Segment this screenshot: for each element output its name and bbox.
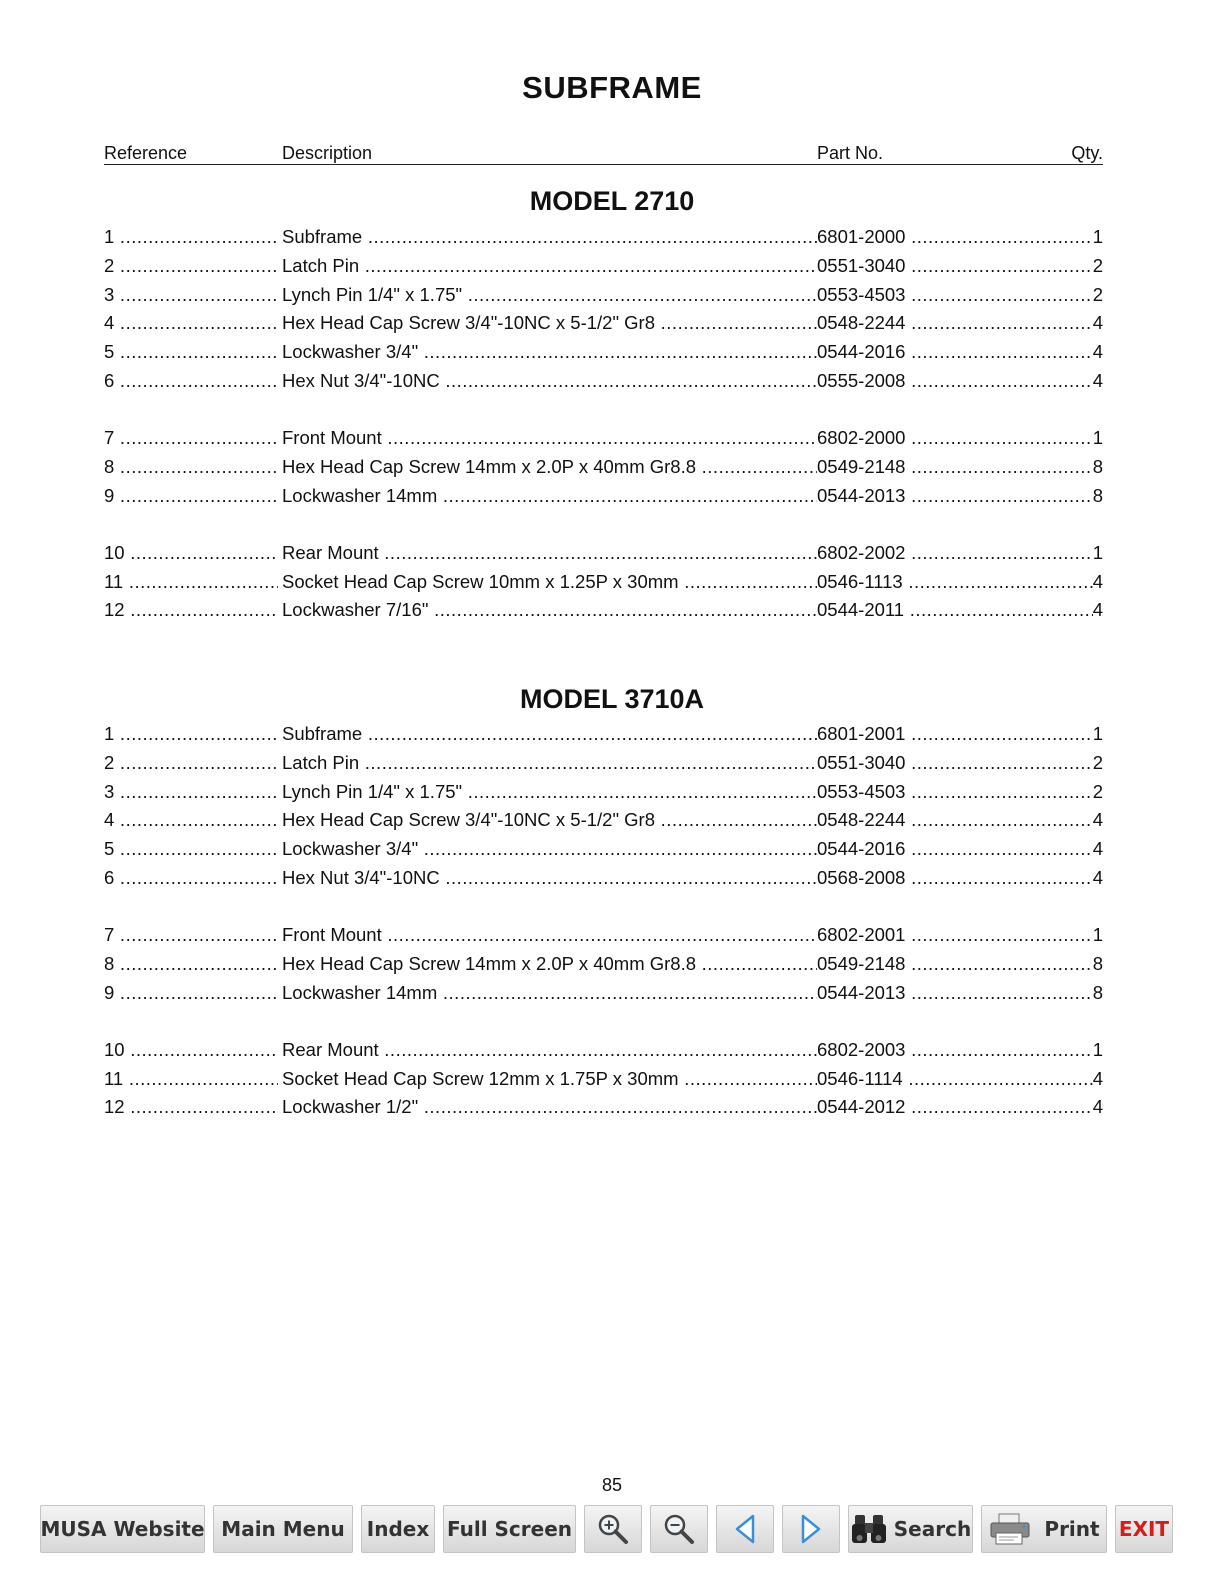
part-row <box>104 835 1103 864</box>
musa-website-button[interactable] <box>40 1505 205 1553</box>
part-quantity: 4 <box>1092 809 1103 831</box>
part-quantity: 4 <box>1092 312 1103 334</box>
zoom-in-icon <box>596 1512 630 1546</box>
arrow-left-icon <box>732 1513 758 1545</box>
part-reference: 10 ..... <box>104 1036 278 1065</box>
search-label: Search <box>893 1517 972 1541</box>
part-row <box>104 338 1103 367</box>
part-description: Rear Mount ..... <box>282 539 817 568</box>
zoom-out-button[interactable] <box>650 1505 708 1553</box>
part-description: Lockwasher 14mm ..... <box>282 482 817 511</box>
header-description: Description <box>282 143 373 163</box>
part-quantity: 4 <box>1092 1096 1103 1118</box>
print-label: Print <box>1044 1517 1100 1541</box>
parts-group <box>104 921 1103 1007</box>
parts-group <box>104 223 1103 396</box>
full-screen-button[interactable] <box>443 1505 576 1553</box>
part-reference: 7 ..... <box>104 424 278 453</box>
part-reference: 1 ..... <box>104 720 278 749</box>
part-quantity: 2 <box>1092 254 1103 276</box>
part-description: Lockwasher 14mm ..... <box>282 979 817 1008</box>
index-label: Index <box>366 1517 430 1541</box>
part-reference: 10 ..... <box>104 539 278 568</box>
part-number: 0551-3040 ..... <box>817 749 1093 778</box>
part-quantity: 8 <box>1092 484 1103 506</box>
part-reference: 8 ..... <box>104 950 278 979</box>
part-reference: 5 ..... <box>104 338 278 367</box>
part-description: Front Mount ..... <box>282 424 817 453</box>
parts-list-2710 <box>104 223 1103 654</box>
model-title-3710a: MODEL 3710A <box>519 684 705 714</box>
part-quantity: 1 <box>1092 1038 1103 1060</box>
part-number: 0544-2012 ..... <box>817 1093 1093 1122</box>
part-description: Front Mount ..... <box>282 921 817 950</box>
part-reference: 12 ..... <box>104 596 278 625</box>
part-reference: 3 ..... <box>104 281 278 310</box>
part-description: Lockwasher 3/4" ..... <box>282 835 817 864</box>
previous-page-button[interactable] <box>716 1505 774 1553</box>
part-row <box>104 223 1103 252</box>
part-description: Rear Mount ..... <box>282 1036 817 1065</box>
part-number: 0546-1113 ..... <box>817 568 1093 597</box>
part-description: Lynch Pin 1/4" x 1.75" ..... <box>282 281 817 310</box>
printer-icon <box>988 1512 1032 1546</box>
part-description: Hex Nut 3/4"-10NC ..... <box>282 367 817 396</box>
part-row <box>104 281 1103 310</box>
part-row <box>104 921 1103 950</box>
part-number: 6802-2003 ..... <box>817 1036 1093 1065</box>
part-reference: 4 ..... <box>104 309 278 338</box>
part-quantity: 4 <box>1092 570 1103 592</box>
part-number: 6801-2001 ..... <box>817 720 1093 749</box>
full-screen-label: Full Screen <box>446 1517 573 1541</box>
part-description: Hex Nut 3/4"-10NC ..... <box>282 864 817 893</box>
part-description: Lynch Pin 1/4" x 1.75" ..... <box>282 778 817 807</box>
zoom-out-icon <box>662 1512 696 1546</box>
header-part-no: Part No. <box>817 143 884 163</box>
part-quantity: 4 <box>1092 369 1103 391</box>
arrow-right-icon <box>798 1513 824 1545</box>
parts-group <box>104 1036 1103 1122</box>
part-description: Socket Head Cap Screw 12mm x 1.75P x 30mm ..... <box>282 1065 817 1094</box>
part-quantity: 1 <box>1092 924 1103 945</box>
part-row <box>104 1036 1103 1065</box>
part-reference: 8 ..... <box>104 453 278 482</box>
part-row <box>104 568 1103 597</box>
part-reference: 9 ..... <box>104 482 278 511</box>
part-description: Hex Head Cap Screw 3/4"-10NC x 5-1/2" Gr8 ..... <box>282 309 817 338</box>
part-description: Subframe ..... <box>282 223 817 252</box>
search-button[interactable] <box>848 1505 973 1553</box>
part-row <box>104 539 1103 568</box>
exit-button[interactable] <box>1115 1505 1173 1553</box>
part-description: Latch Pin ..... <box>282 252 817 281</box>
part-description: Hex Head Cap Screw 14mm x 2.0P x 40mm Gr8.8 ..... <box>282 453 817 482</box>
part-quantity: 4 <box>1092 599 1103 621</box>
page-title: SUBFRAME <box>522 70 702 105</box>
column-header <box>104 142 1103 165</box>
part-row <box>104 1065 1103 1094</box>
part-row <box>104 309 1103 338</box>
part-quantity: 8 <box>1092 952 1103 974</box>
part-quantity: 4 <box>1092 866 1103 888</box>
parts-group <box>104 539 1103 625</box>
part-number: 0549-2148 ..... <box>817 950 1093 979</box>
header-qty: Qty. <box>1071 143 1103 163</box>
part-row <box>104 979 1103 1008</box>
part-reference: 1 ..... <box>104 223 278 252</box>
parts-group <box>104 424 1103 510</box>
part-quantity: 1 <box>1092 427 1103 448</box>
part-row <box>104 864 1103 893</box>
part-number: 0544-2011 ..... <box>817 596 1093 625</box>
part-description: Lockwasher 3/4" ..... <box>282 338 817 367</box>
part-row <box>104 367 1103 396</box>
part-quantity: 1 <box>1092 226 1103 247</box>
part-reference: 11 ..... <box>104 568 278 597</box>
part-row <box>104 424 1103 453</box>
next-page-button[interactable] <box>782 1505 840 1553</box>
model-title-2710: MODEL 2710 <box>529 186 695 216</box>
part-number: 0568-2008 ..... <box>817 864 1093 893</box>
part-reference: 5 ..... <box>104 835 278 864</box>
part-reference: 3 ..... <box>104 778 278 807</box>
index-button[interactable] <box>361 1505 435 1553</box>
part-quantity: 8 <box>1092 455 1103 477</box>
part-number: 6802-2002 ..... <box>817 539 1093 568</box>
part-quantity: 1 <box>1092 723 1103 744</box>
part-number: 6802-2001 ..... <box>817 921 1093 950</box>
part-number: 0553-4503 ..... <box>817 778 1093 807</box>
part-row <box>104 453 1103 482</box>
part-quantity: 2 <box>1092 283 1103 305</box>
print-button[interactable] <box>981 1505 1107 1553</box>
parts-group <box>104 720 1103 893</box>
part-number: 6801-2000 ..... <box>817 223 1093 252</box>
part-reference: 4 ..... <box>104 806 278 835</box>
part-number: 0544-2013 ..... <box>817 482 1093 511</box>
part-quantity: 1 <box>1092 541 1103 563</box>
part-number: 0548-2244 ..... <box>817 309 1093 338</box>
part-quantity: 2 <box>1092 780 1103 802</box>
part-reference: 2 ..... <box>104 252 278 281</box>
exit-label: EXIT <box>1118 1517 1170 1541</box>
part-reference: 11 ..... <box>104 1065 278 1094</box>
part-description: Lockwasher 1/2" ..... <box>282 1093 817 1122</box>
main-menu-label: Main Menu <box>221 1517 345 1541</box>
part-reference: 12 ..... <box>104 1093 278 1122</box>
part-quantity: 8 <box>1092 981 1103 1003</box>
part-description: Subframe ..... <box>282 720 817 749</box>
part-quantity: 4 <box>1092 341 1103 362</box>
part-number: 6802-2000 ..... <box>817 424 1093 453</box>
part-row <box>104 950 1103 979</box>
part-number: 0544-2013 ..... <box>817 979 1093 1008</box>
page-number: 85 <box>601 1475 623 1495</box>
parts-list-3710a <box>104 720 1103 1151</box>
part-reference: 6 ..... <box>104 864 278 893</box>
part-description: Hex Head Cap Screw 14mm x 2.0P x 40mm Gr8.8 ..... <box>282 950 817 979</box>
part-row <box>104 778 1103 807</box>
part-reference: 9 ..... <box>104 979 278 1008</box>
part-number: 0546-1114 ..... <box>817 1065 1093 1094</box>
part-row <box>104 806 1103 835</box>
zoom-in-button[interactable] <box>584 1505 642 1553</box>
part-number: 0548-2244 ..... <box>817 806 1093 835</box>
part-description: Hex Head Cap Screw 3/4"-10NC x 5-1/2" Gr8 ..... <box>282 806 817 835</box>
musa-website-label: MUSA Website <box>40 1517 205 1541</box>
part-row <box>104 596 1103 625</box>
part-number: 0553-4503 ..... <box>817 281 1093 310</box>
part-row <box>104 720 1103 749</box>
part-quantity: 4 <box>1092 1067 1103 1089</box>
part-quantity: 4 <box>1092 838 1103 859</box>
part-number: 0551-3040 ..... <box>817 252 1093 281</box>
part-description: Latch Pin ..... <box>282 749 817 778</box>
part-row <box>104 1093 1103 1122</box>
main-menu-button[interactable] <box>213 1505 353 1553</box>
part-row <box>104 252 1103 281</box>
header-reference: Reference <box>104 143 188 163</box>
part-description: Socket Head Cap Screw 10mm x 1.25P x 30mm ..... <box>282 568 817 597</box>
part-quantity: 2 <box>1092 751 1103 773</box>
part-row <box>104 482 1103 511</box>
part-number: 0549-2148 ..... <box>817 453 1093 482</box>
part-number: 0555-2008 ..... <box>817 367 1093 396</box>
part-description: Lockwasher 7/16" ..... <box>282 596 817 625</box>
part-number: 0544-2016 ..... <box>817 835 1093 864</box>
part-reference: 6 ..... <box>104 367 278 396</box>
part-row <box>104 749 1103 778</box>
part-number: 0544-2016 ..... <box>817 338 1093 367</box>
binoculars-icon <box>850 1513 888 1545</box>
part-reference: 7 ..... <box>104 921 278 950</box>
part-reference: 2 ..... <box>104 749 278 778</box>
